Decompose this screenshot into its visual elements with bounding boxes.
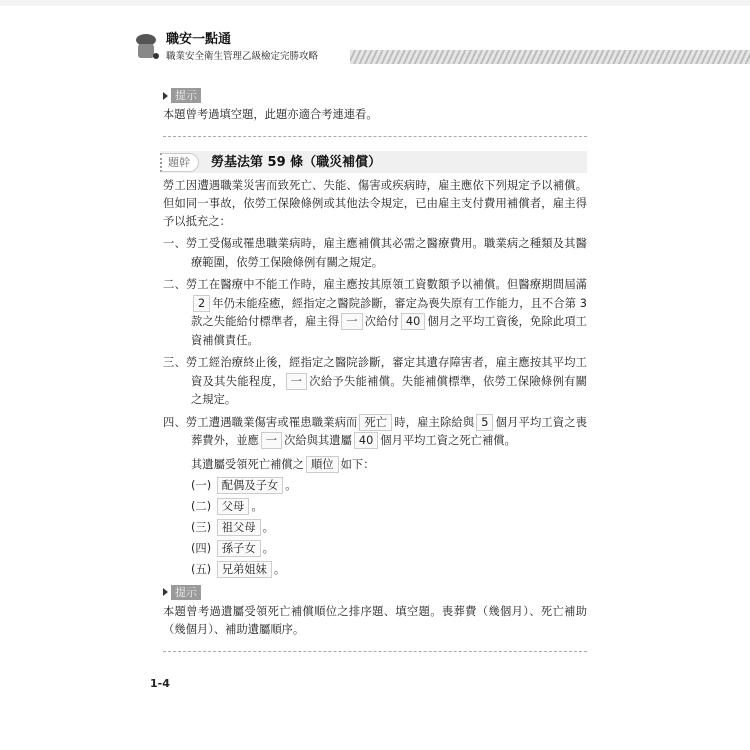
question-stem-bar [160,151,587,173]
order-item-2: (二) 父母 。 [191,499,263,513]
order-item-4: (四) 孫子女 。 [191,541,274,555]
answer-blank: 2 [193,295,210,312]
list-item-1: 一、勞工受傷或罹患職業病時，雇主應補償其必需之醫療費用。職業病之種類及其醫療範圍，依勞工保險條例有關之規定。 [163,237,587,269]
header-subtitle: 職業安全衛生管理乙級檢定完勝攻略 [166,51,319,62]
list-item-2: 二、勞工在醫療中不能工作時，雇主應按其原領工資數額予以補償。但醫療期間屆滿2 年仍未能痊癒，經指定之醫院診斷，審定為喪失原有工作能力，且不合第 3 款之失能給付標準者，雇主得 一 次給付 40 個月之平均工資後，免除此項工資補償責任。 [163,278,587,347]
answer-blank: 順位 [306,456,339,473]
page-content [163,88,587,666]
intro-paragraph: 勞工因遭遇職業災害而致死亡、失能、傷害或疾病時，雇主應依下列規定予以補償。但如同一事故，依勞工保險條例或其他法令規定，已由雇主支付費用補償者，雇主得予以抵充之： [163,179,587,228]
list-item-3: 三、勞工經治療終止後，經指定之醫院診斷，審定其遺存障害者，雇主應按其平均工資及其失能程度， 一 次給予失能補償。失能補償標準，依勞工保險條例有關之規定。 [163,356,587,406]
answer-blank: 5 [476,414,493,431]
hint-text-2: 本題曾考過遺屬受領死亡補償順位之排序題、填空題。喪葬費（幾個月）、死亡補助（幾個月）、補助遺屬順序。 [163,604,587,636]
list-item-4: 四、勞工遭遇職業傷害或罹患職業病而 死亡 時，雇主除給與 5 個月平均工資之喪葬費外，並應 一 次給與其遺屬 40 個月平均工資之死亡補償。 [163,415,587,447]
answer-blank: 40 [354,432,378,449]
answer-blank: 一 [286,373,307,390]
order-intro: 其遺屬受領死亡補償之 順位 如下： [191,457,375,471]
divider [163,136,587,137]
hint-label-2: 提示 [163,585,587,600]
triangle-icon [163,588,168,596]
answer-blank: 死亡 [359,414,392,431]
running-header [130,30,750,66]
worker-mascot-logo-icon [132,30,160,62]
triangle-icon [163,92,168,100]
order-item-3: (三) 祖父母 。 [191,520,274,534]
hint-label-1: 提示 [163,88,587,103]
divider [163,651,587,652]
order-item-5: (五) 兄弟姐妹 。 [191,562,286,576]
stem-title: 勞基法第 59 條（職災補償） [211,154,382,170]
answer-blank: 40 [401,313,425,330]
header-brand: 職安一點通 [166,32,232,47]
answer-blank: 一 [261,432,282,449]
answer-blank: 一 [341,313,362,330]
hint-text-1: 本題曾考過填空題，此題亦適合考連連看。 [163,108,378,121]
page-number: 1-4 [150,677,170,690]
stem-tag: 題幹 [160,153,199,172]
page-top-edge [0,0,750,6]
order-item-1: (一) 配偶及子女 。 [191,478,297,492]
